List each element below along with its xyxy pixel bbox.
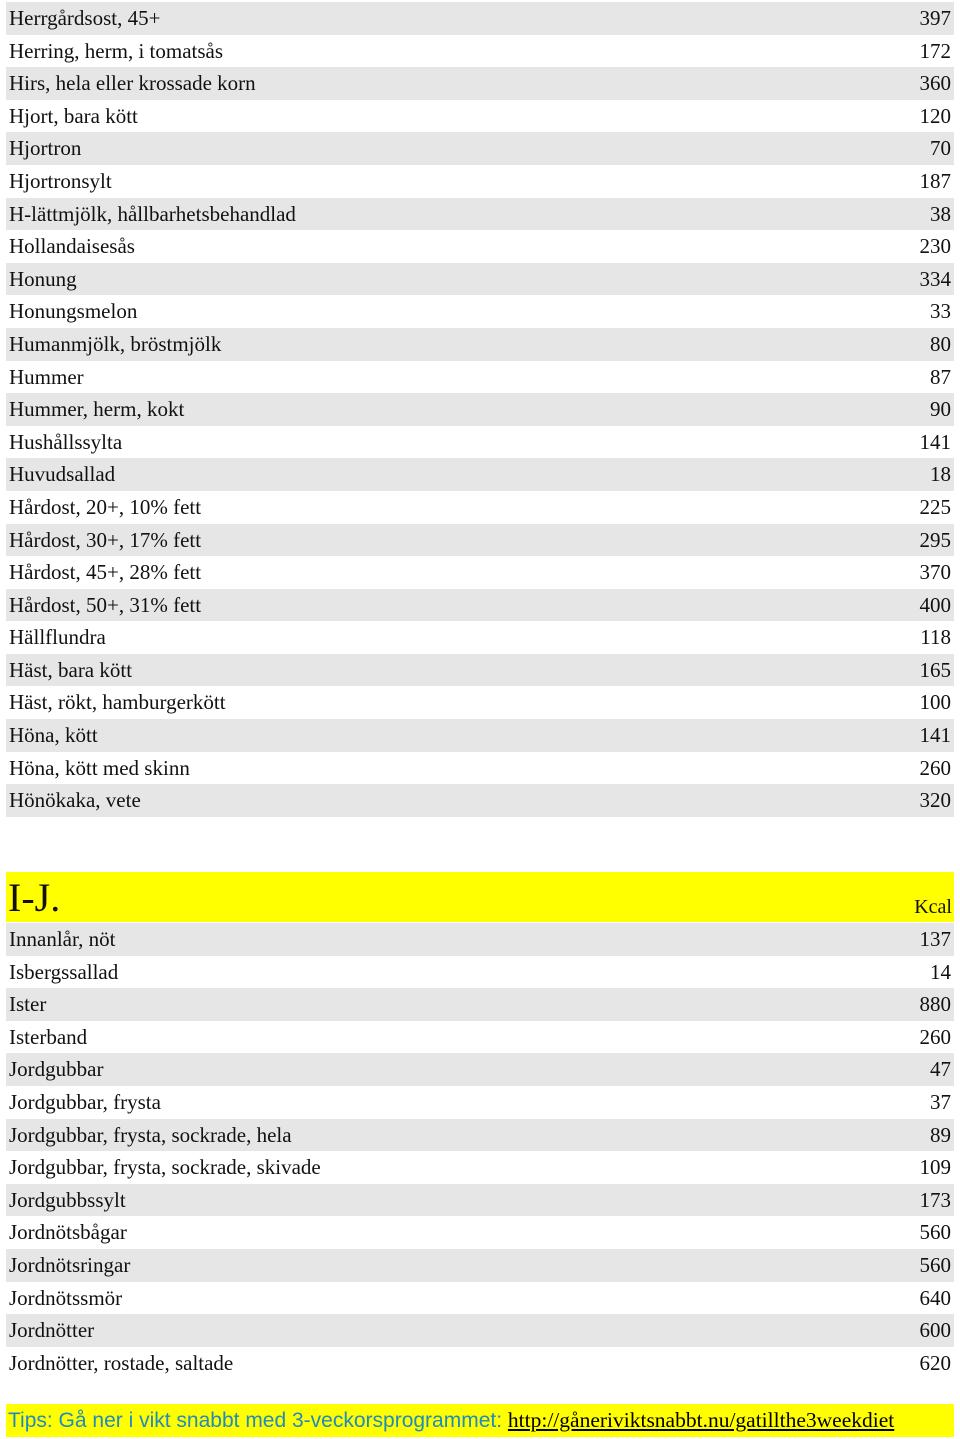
food-name: Herrgårdsost, 45+ bbox=[6, 2, 808, 35]
food-name: Jordgubbssylt bbox=[6, 1184, 808, 1217]
food-row bbox=[6, 1249, 954, 1282]
food-name: Jordnötsbågar bbox=[9, 1220, 127, 1245]
food-row bbox=[6, 589, 954, 622]
tips-link[interactable]: http://gåneriviktsnabbt.nu/gatillthe3weekdiet bbox=[507, 1408, 895, 1432]
food-row bbox=[6, 263, 954, 296]
tips-banner bbox=[6, 1404, 954, 1437]
kcal-value: 89 bbox=[808, 1119, 954, 1152]
food-row bbox=[6, 654, 954, 687]
kcal-value: 100 bbox=[919, 690, 951, 715]
food-row bbox=[6, 1184, 954, 1217]
food-row bbox=[6, 524, 954, 557]
food-row bbox=[6, 393, 954, 426]
food-name: Hårdost, 45+, 28% fett bbox=[9, 560, 202, 585]
food-name: Jordnötter bbox=[6, 1314, 808, 1347]
tips-text: Tips: Gå ner i vikt snabbt med 3-veckorsprogrammet: bbox=[8, 1409, 508, 1432]
kcal-value: 600 bbox=[808, 1314, 954, 1347]
kcal-value: 47 bbox=[808, 1053, 954, 1086]
section-letter: I-J. bbox=[8, 875, 61, 920]
food-row bbox=[6, 361, 954, 394]
food-name: Jordnötter, rostade, saltade bbox=[9, 1350, 234, 1375]
food-name: Häst, rökt, hamburgerkött bbox=[9, 690, 226, 715]
food-name: Honung bbox=[6, 263, 808, 296]
kcal-value: 560 bbox=[919, 1220, 951, 1245]
food-row bbox=[6, 67, 954, 100]
food-name: Isbergssallad bbox=[9, 959, 119, 984]
kcal-value: 14 bbox=[930, 959, 951, 984]
food-row bbox=[6, 1119, 954, 1152]
food-name: Jordgubbar, frysta bbox=[9, 1089, 161, 1114]
food-name: Hjortronsylt bbox=[9, 168, 112, 193]
food-name: Hushållssylta bbox=[9, 429, 123, 454]
food-list-h bbox=[6, 2, 954, 817]
food-row bbox=[6, 491, 954, 524]
food-name: Herring, herm, i tomatsås bbox=[9, 38, 224, 63]
food-name: Häst, bara kött bbox=[6, 654, 808, 687]
food-row bbox=[6, 1086, 954, 1119]
food-row bbox=[6, 132, 954, 165]
food-row bbox=[6, 295, 954, 328]
food-row bbox=[6, 426, 954, 459]
food-row bbox=[6, 198, 954, 231]
food-name: Humanmjölk, bröstmjölk bbox=[6, 328, 808, 361]
kcal-value: 172 bbox=[919, 38, 951, 63]
kcal-value: 295 bbox=[808, 524, 954, 557]
kcal-value: 397 bbox=[808, 2, 954, 35]
kcal-value: 90 bbox=[808, 393, 954, 426]
food-row bbox=[6, 1151, 954, 1184]
food-name: Jordgubbar, frysta, sockrade, skivade bbox=[9, 1155, 321, 1180]
kcal-value: 80 bbox=[808, 328, 954, 361]
kcal-value: 141 bbox=[808, 719, 954, 752]
kcal-value: 118 bbox=[920, 625, 951, 650]
food-name: Isterband bbox=[9, 1024, 88, 1049]
kcal-value: 640 bbox=[919, 1285, 951, 1310]
kcal-value: 187 bbox=[919, 168, 951, 193]
food-row bbox=[6, 1053, 954, 1086]
kcal-value: 260 bbox=[919, 1024, 951, 1049]
food-row bbox=[6, 752, 954, 785]
food-name: Hummer bbox=[9, 364, 84, 389]
kcal-value: 400 bbox=[808, 589, 954, 622]
kcal-value: 320 bbox=[808, 784, 954, 817]
food-row bbox=[6, 556, 954, 589]
kcal-value: 173 bbox=[808, 1184, 954, 1217]
food-row bbox=[6, 1314, 954, 1347]
kcal-value: 880 bbox=[808, 988, 954, 1021]
food-name: Jordnötssmör bbox=[9, 1285, 123, 1310]
food-row bbox=[6, 1347, 954, 1380]
food-row bbox=[6, 719, 954, 752]
kcal-value: 87 bbox=[930, 364, 951, 389]
food-row bbox=[6, 100, 954, 133]
food-name: Hällflundra bbox=[9, 625, 106, 650]
kcal-value: 360 bbox=[808, 67, 954, 100]
kcal-value: 18 bbox=[808, 458, 954, 491]
food-row bbox=[6, 1216, 954, 1249]
food-row bbox=[6, 923, 954, 956]
food-name: H-lättmjölk, hållbarhetsbehandlad bbox=[6, 198, 808, 231]
food-name: Hjort, bara kött bbox=[9, 103, 138, 128]
kcal-value: 109 bbox=[919, 1155, 951, 1180]
kcal-value: 260 bbox=[919, 755, 951, 780]
unit-label: Kcal bbox=[914, 896, 952, 918]
kcal-value: 38 bbox=[808, 198, 954, 231]
kcal-value: 334 bbox=[808, 263, 954, 296]
kcal-value: 230 bbox=[919, 234, 951, 259]
food-name: Höna, kött med skinn bbox=[9, 755, 190, 780]
food-row bbox=[6, 956, 954, 989]
kcal-value: 70 bbox=[808, 132, 954, 165]
food-name: Hårdost, 50+, 31% fett bbox=[6, 589, 808, 622]
food-name: Honungsmelon bbox=[9, 299, 138, 324]
food-name: Hårdost, 20+, 10% fett bbox=[9, 494, 202, 519]
section-header-ij bbox=[6, 872, 954, 922]
kcal-value: 33 bbox=[930, 299, 951, 324]
food-name: Huvudsallad bbox=[6, 458, 808, 491]
food-row bbox=[6, 1282, 954, 1315]
kcal-value: 137 bbox=[808, 923, 954, 956]
food-name: Hirs, hela eller krossade korn bbox=[6, 67, 808, 100]
kcal-value: 560 bbox=[808, 1249, 954, 1282]
food-row bbox=[6, 784, 954, 817]
kcal-value: 225 bbox=[919, 494, 951, 519]
food-name: Hjortron bbox=[6, 132, 808, 165]
food-row bbox=[6, 328, 954, 361]
food-row bbox=[6, 988, 954, 1021]
food-row bbox=[6, 621, 954, 654]
food-name: Hårdost, 30+, 17% fett bbox=[6, 524, 808, 557]
food-row bbox=[6, 686, 954, 719]
food-row bbox=[6, 35, 954, 68]
food-row bbox=[6, 2, 954, 35]
food-name: Hönökaka, vete bbox=[6, 784, 808, 817]
kcal-value: 620 bbox=[919, 1350, 951, 1375]
food-row bbox=[6, 1021, 954, 1054]
food-row bbox=[6, 230, 954, 263]
food-name: Hummer, herm, kokt bbox=[6, 393, 808, 426]
kcal-value: 37 bbox=[930, 1089, 951, 1114]
kcal-value: 370 bbox=[919, 560, 951, 585]
food-name: Ister bbox=[6, 988, 808, 1021]
kcal-value: 141 bbox=[919, 429, 951, 454]
kcal-value: 120 bbox=[919, 103, 951, 128]
kcal-value: 165 bbox=[808, 654, 954, 687]
food-row bbox=[6, 165, 954, 198]
food-name: Innanlår, nöt bbox=[6, 923, 808, 956]
food-name: Höna, kött bbox=[6, 719, 808, 752]
food-name: Hollandaisesås bbox=[9, 234, 135, 259]
food-list-ij bbox=[6, 923, 954, 1379]
food-name: Jordnötsringar bbox=[6, 1249, 808, 1282]
food-name: Jordgubbar, frysta, sockrade, hela bbox=[6, 1119, 808, 1152]
food-row bbox=[6, 458, 954, 491]
food-name: Jordgubbar bbox=[6, 1053, 808, 1086]
